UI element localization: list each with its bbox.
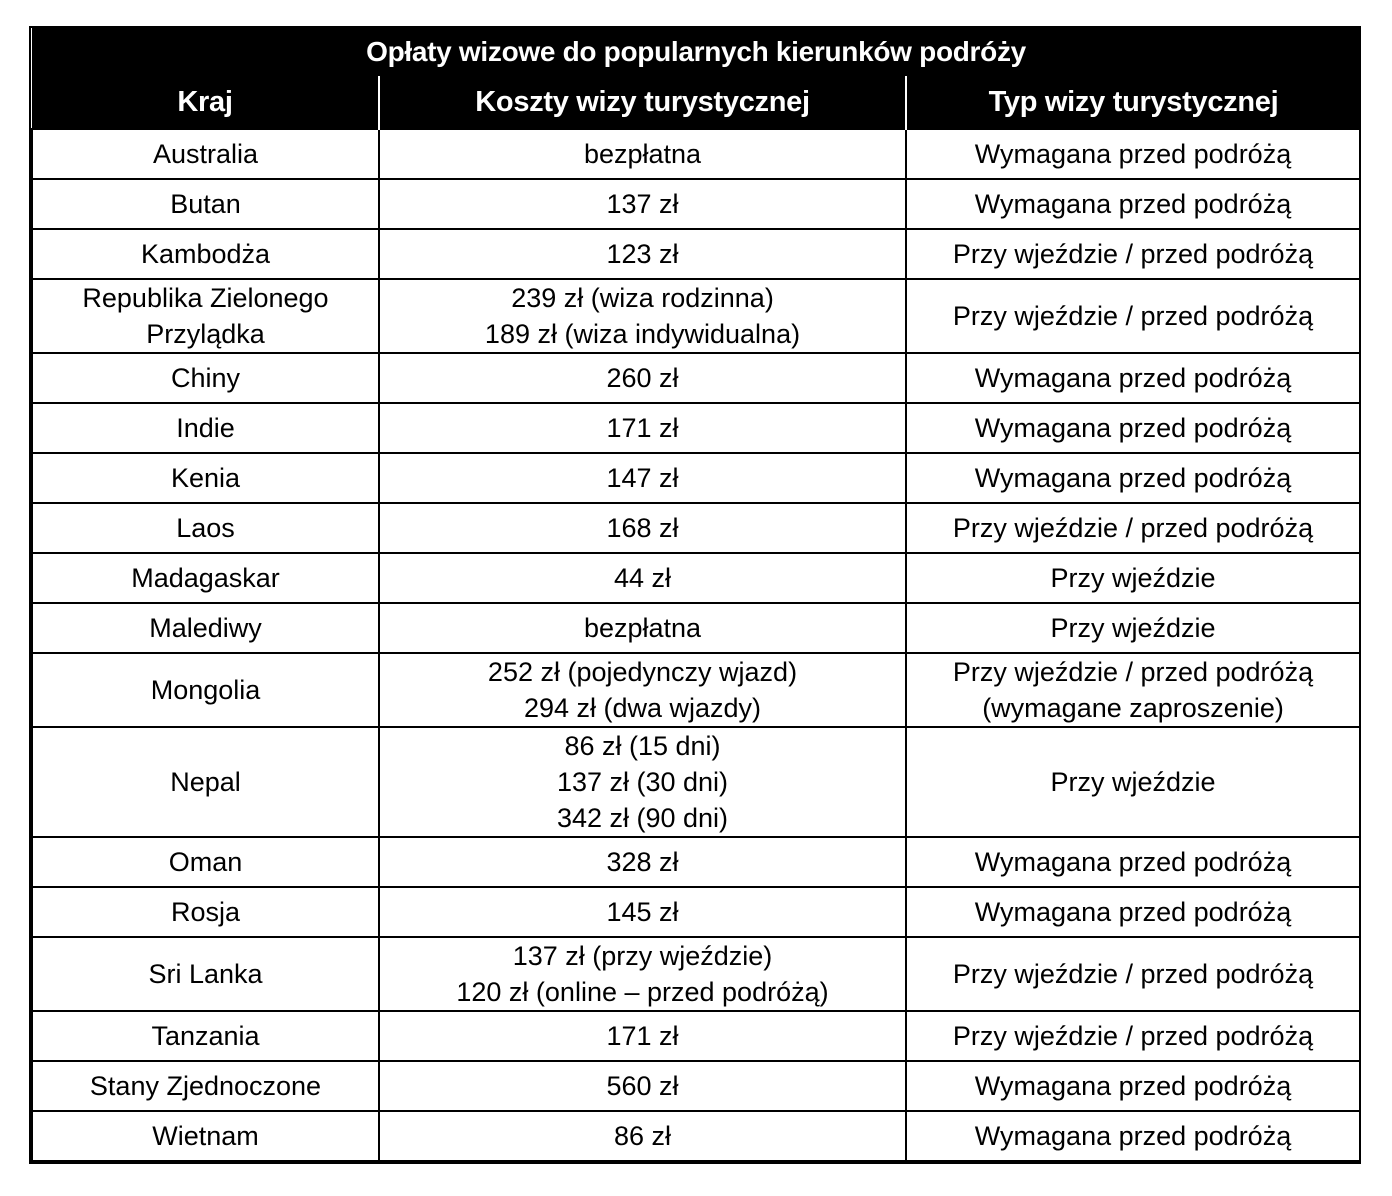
cost-cell: 239 zł (wiza rodzinna) 189 zł (wiza indywidualna)	[379, 279, 906, 353]
type-cell: Wymagana przed podróżą	[906, 837, 1360, 887]
header-visa-type: Typ wizy turystycznej	[906, 76, 1360, 129]
country-cell: Wietnam	[32, 1111, 379, 1161]
type-cell: Przy wjeździe / przed podróżą	[906, 937, 1360, 1011]
title-row	[32, 28, 1360, 76]
type-cell: Przy wjeździe	[906, 603, 1360, 653]
cost-cell: 260 zł	[379, 353, 906, 403]
cost-cell: 171 zł	[379, 1011, 906, 1061]
table-title: Opłaty wizowe do popularnych kierunków podróży	[32, 28, 1360, 76]
country-cell: Madagaskar	[32, 553, 379, 603]
table-row	[32, 179, 1360, 229]
visa-fees-table-container	[29, 26, 1361, 1164]
country-cell: Chiny	[32, 353, 379, 403]
cost-cell: 137 zł (przy wjeździe) 120 zł (online – przed podróżą)	[379, 937, 906, 1011]
cost-cell: 252 zł (pojedynczy wjazd) 294 zł (dwa wjazdy)	[379, 653, 906, 727]
type-cell: Przy wjeździe / przed podróżą	[906, 229, 1360, 279]
type-cell: Wymagana przed podróżą	[906, 353, 1360, 403]
country-cell: Laos	[32, 503, 379, 553]
table-row	[32, 229, 1360, 279]
country-cell: Kambodża	[32, 229, 379, 279]
table-row	[32, 353, 1360, 403]
header-visa-cost: Koszty wizy turystycznej	[379, 76, 906, 129]
type-cell: Wymagana przed podróżą	[906, 403, 1360, 453]
cost-cell: 147 zł	[379, 453, 906, 503]
cost-cell: 171 zł	[379, 403, 906, 453]
type-cell: Przy wjeździe / przed podróżą (wymagane zaproszenie)	[906, 653, 1360, 727]
country-cell: Rosja	[32, 887, 379, 937]
table-row	[32, 837, 1360, 887]
cost-cell: 145 zł	[379, 887, 906, 937]
type-cell: Przy wjeździe	[906, 727, 1360, 837]
type-cell: Przy wjeździe	[906, 553, 1360, 603]
cost-cell: 560 zł	[379, 1061, 906, 1111]
type-cell: Wymagana przed podróżą	[906, 179, 1360, 229]
country-cell: Nepal	[32, 727, 379, 837]
table-row	[32, 887, 1360, 937]
cost-cell: bezpłatna	[379, 603, 906, 653]
country-cell: Sri Lanka	[32, 937, 379, 1011]
cost-cell: 328 zł	[379, 837, 906, 887]
country-cell: Stany Zjednoczone	[32, 1061, 379, 1111]
type-cell: Przy wjeździe / przed podróżą	[906, 279, 1360, 353]
cost-cell: 137 zł	[379, 179, 906, 229]
header-country: Kraj	[32, 76, 379, 129]
table-row	[32, 453, 1360, 503]
country-cell: Mongolia	[32, 653, 379, 727]
country-cell: Indie	[32, 403, 379, 453]
table-row	[32, 937, 1360, 1011]
cost-cell: 86 zł	[379, 1111, 906, 1161]
cost-cell: bezpłatna	[379, 129, 906, 179]
type-cell: Przy wjeździe / przed podróżą	[906, 1011, 1360, 1061]
table-row	[32, 1111, 1360, 1161]
type-cell: Wymagana przed podróżą	[906, 129, 1360, 179]
table-row	[32, 403, 1360, 453]
type-cell: Wymagana przed podróżą	[906, 887, 1360, 937]
country-cell: Republika Zielonego Przylądka	[32, 279, 379, 353]
country-cell: Tanzania	[32, 1011, 379, 1061]
type-cell: Wymagana przed podróżą	[906, 1061, 1360, 1111]
table-row	[32, 603, 1360, 653]
table-row	[32, 653, 1360, 727]
country-cell: Oman	[32, 837, 379, 887]
country-cell: Butan	[32, 179, 379, 229]
table-row	[32, 1061, 1360, 1111]
table-row	[32, 553, 1360, 603]
table-row	[32, 503, 1360, 553]
table-row	[32, 727, 1360, 837]
type-cell: Przy wjeździe / przed podróżą	[906, 503, 1360, 553]
table-row	[32, 1011, 1360, 1061]
cost-cell: 44 zł	[379, 553, 906, 603]
type-cell: Wymagana przed podróżą	[906, 1111, 1360, 1161]
type-cell: Wymagana przed podróżą	[906, 453, 1360, 503]
header-row	[32, 76, 1360, 129]
table-row	[32, 279, 1360, 353]
cost-cell: 123 zł	[379, 229, 906, 279]
country-cell: Malediwy	[32, 603, 379, 653]
table-row	[32, 129, 1360, 179]
cost-cell: 86 zł (15 dni) 137 zł (30 dni) 342 zł (90 dni)	[379, 727, 906, 837]
visa-fees-table	[31, 28, 1361, 1162]
country-cell: Kenia	[32, 453, 379, 503]
cost-cell: 168 zł	[379, 503, 906, 553]
country-cell: Australia	[32, 129, 379, 179]
